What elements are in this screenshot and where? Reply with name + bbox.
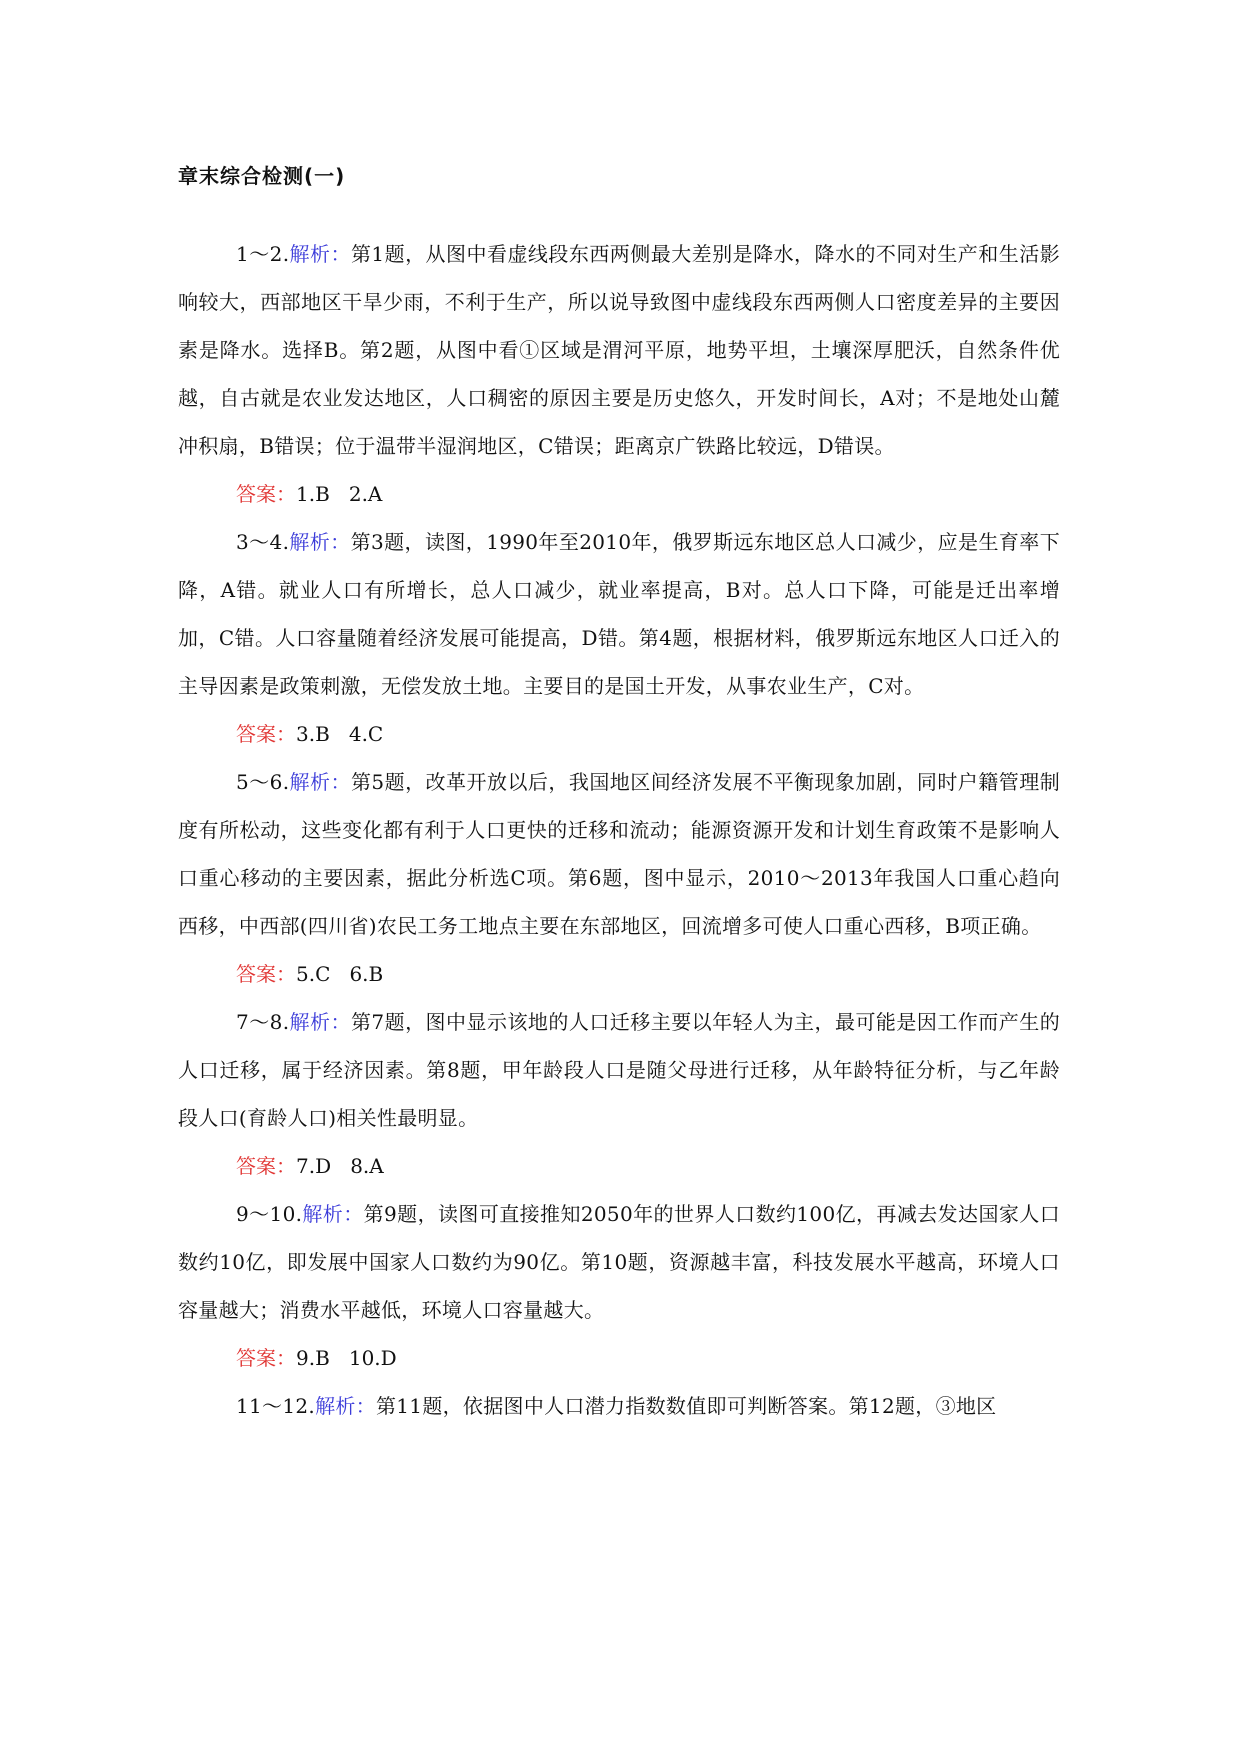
answer-label: 答案： — [236, 1346, 296, 1370]
analysis-text: 第5题，改革开放以后，我国地区间经济发展不平衡现象加剧，同时户籍管理制度有所松动，这些变化都有利于人口更快的迁移和流动；能源资源开发和计划生育政策不是影响人口重心移动的主要因素，据此分析选C项。第6题，图中显示，2010～2013年我国人口重心趋向西移，中西部(四川省)农民工务工地点主要在东部地区，回流增多可使人口重心西移，B项正确。 — [178, 770, 1060, 938]
answer-label: 答案： — [236, 1154, 296, 1178]
document-body — [178, 230, 1060, 1430]
analysis-paragraph — [178, 518, 1060, 710]
question-range: 7～8. — [236, 1010, 290, 1034]
analysis-text: 第9题，读图可直接推知2050年的世界人口数约100亿，再减去发达国家人口数约10亿，即发展中国家人口数约为90亿。第10题，资源越丰富，科技发展水平越高，环境人口容量越大；消费水平越低，环境人口容量越大。 — [178, 1202, 1061, 1322]
analysis-label: 解析： — [302, 1202, 364, 1226]
analysis-label: 解析： — [289, 530, 351, 554]
answer-line — [178, 1142, 1060, 1190]
answer-line — [178, 470, 1060, 518]
question-range: 1～2. — [236, 242, 290, 266]
answer-values: 7.D 8.A — [296, 1154, 384, 1178]
answer-values: 1.B 2.A — [296, 482, 383, 506]
question-range: 5～6. — [236, 770, 290, 794]
analysis-paragraph — [178, 758, 1060, 950]
analysis-label: 解析： — [289, 770, 351, 794]
analysis-label: 解析： — [289, 242, 351, 266]
answer-label: 答案： — [236, 962, 296, 986]
question-range: 11～12. — [236, 1394, 316, 1418]
answer-line — [178, 1334, 1060, 1382]
analysis-text: 第3题，读图，1990年至2010年，俄罗斯远东地区总人口减少，应是生育率下降，A错。就业人口有所增长，总人口减少，就业率提高，B对。总人口下降，可能是迁出率增加，C错。人口容量随着经济发展可能提高，D错。第4题，根据材料，俄罗斯远东地区人口迁入的主导因素是政策刺激，无偿发放土地。主要目的是国土开发，从事农业生产，C对。 — [178, 530, 1060, 698]
analysis-text: 第7题，图中显示该地的人口迁移主要以年轻人为主，最可能是因工作而产生的人口迁移，属于经济因素。第8题，甲年龄段人口是随父母进行迁移，从年龄特征分析，与乙年龄段人口(育龄人口)相关性最明显。 — [178, 1010, 1060, 1130]
answer-label: 答案： — [236, 482, 296, 506]
analysis-paragraph — [178, 998, 1060, 1142]
analysis-text: 第11题，依据图中人口潜力指数数值即可判断答案。第12题，③地区 — [375, 1394, 997, 1418]
analysis-text: 第1题，从图中看虚线段东西两侧最大差别是降水，降水的不同对生产和生活影响较大，西部地区干旱少雨，不利于生产，所以说导致图中虚线段东西两侧人口密度差异的主要因素是降水。选择B。第2题，从图中看①区域是渭河平原，地势平坦，土壤深厚肥沃，自然条件优越，自古就是农业发达地区，人口稠密的原因主要是历史悠久，开发时间长，A对；不是地处山麓冲积扇，B错误；位于温带半湿润地区，C错误；距离京广铁路比较远，D错误。 — [178, 242, 1060, 458]
analysis-paragraph — [178, 230, 1060, 470]
question-range: 9～10. — [236, 1202, 303, 1226]
answer-line — [178, 710, 1060, 758]
answer-line — [178, 950, 1060, 998]
answer-values: 9.B 10.D — [296, 1346, 397, 1370]
answer-label: 答案： — [236, 722, 296, 746]
page-title: 章末综合检测(一) — [178, 164, 346, 188]
answer-values: 3.B 4.C — [296, 722, 384, 746]
analysis-label: 解析： — [315, 1394, 376, 1418]
analysis-label: 解析： — [289, 1010, 351, 1034]
answer-values: 5.C 6.B — [296, 962, 384, 986]
analysis-paragraph — [178, 1382, 1060, 1430]
analysis-paragraph — [178, 1190, 1060, 1334]
question-range: 3～4. — [236, 530, 290, 554]
